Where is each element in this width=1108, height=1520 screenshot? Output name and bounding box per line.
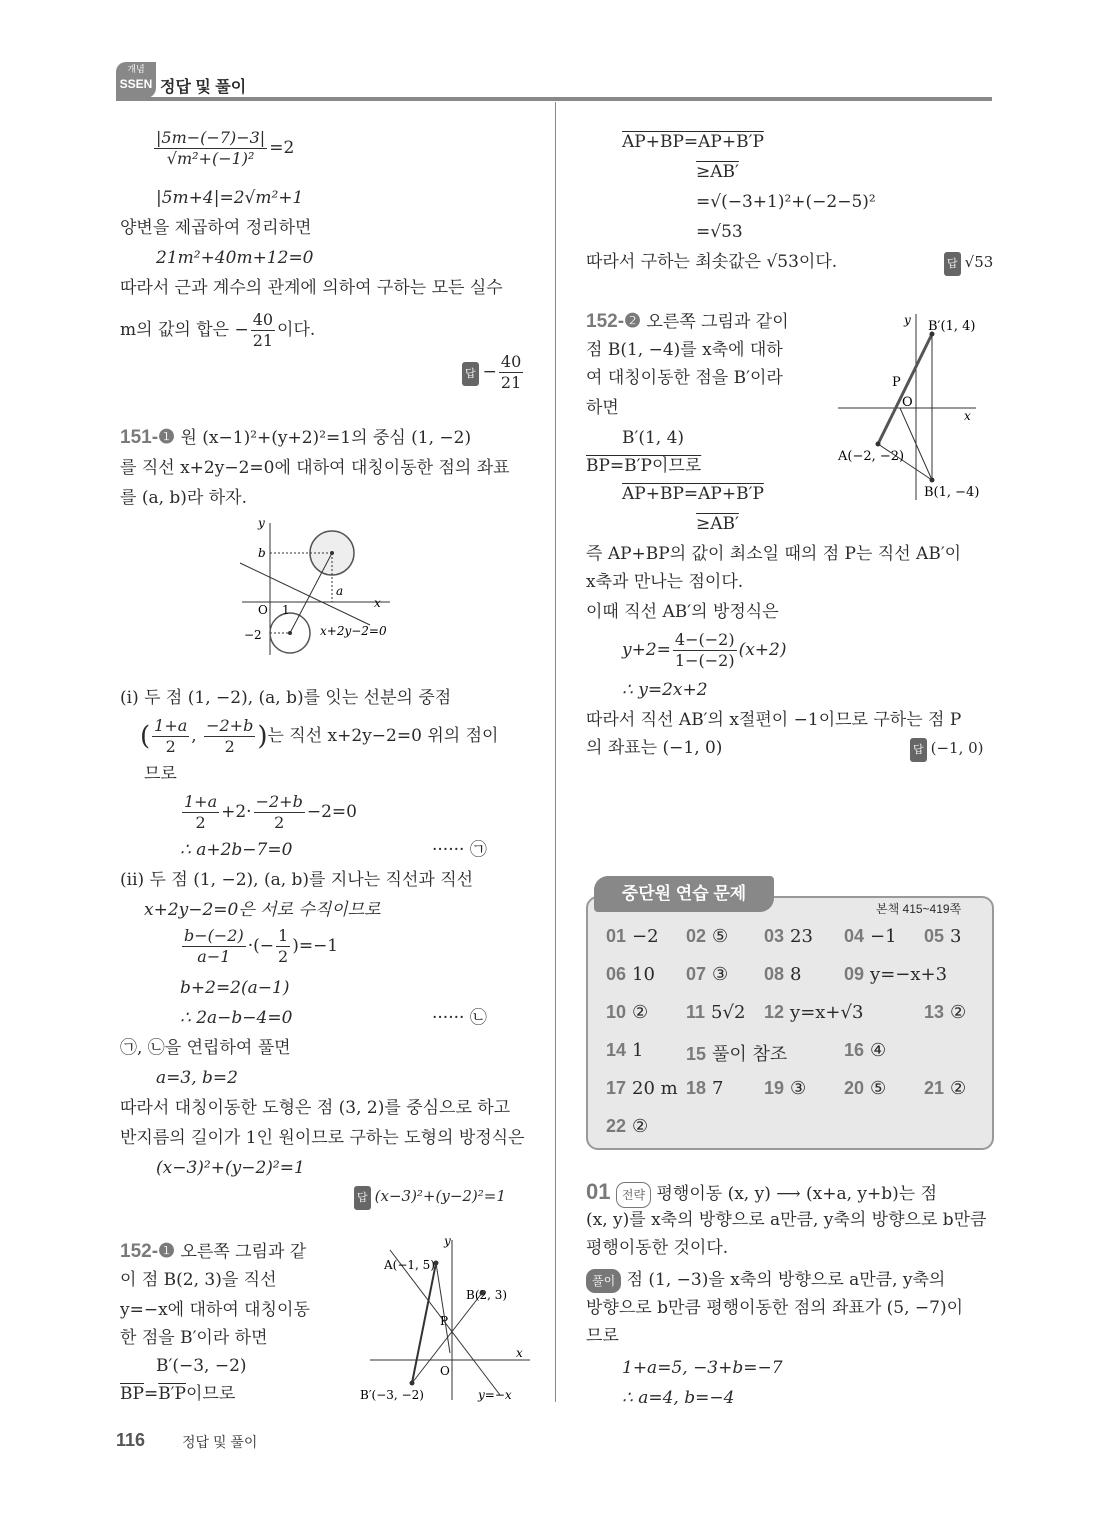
grid-answer-14: 14 1	[606, 1040, 644, 1061]
segment-ab	[412, 1263, 436, 1383]
fig3-x-label: x	[964, 409, 971, 423]
fig1-a-label: a	[336, 584, 344, 598]
p151-line3: 를 (a, b)라 하자.	[120, 488, 247, 508]
answer-2: 답 (x−3)²+(y−2)²=1	[354, 1184, 506, 1210]
point-b	[930, 478, 935, 483]
left-eq2: |5m+4|=2√m²+1	[156, 188, 304, 208]
point-center	[288, 631, 292, 635]
point-bp	[410, 1381, 415, 1386]
p152b-line2: 점 B(1, −4)를 x축에 대하	[586, 340, 783, 360]
step-i-5-mark: ······ ㉠	[432, 840, 487, 860]
q01-line3: 평행이동한 것이다.	[586, 1238, 729, 1258]
point-a	[876, 442, 881, 447]
answer-1: 답 − $\frac{40}{21}$	[462, 352, 525, 393]
grid-answer-10: 10 ②	[606, 1002, 649, 1023]
right-r2: ≥AB′	[696, 162, 739, 182]
grid-answer-19: 19 ③	[764, 1078, 807, 1099]
left-eq3: 21m²+40m+12=0	[156, 248, 314, 268]
problem-151-1: 151-❶ 원 (x−1)²+(y+2)²=1의 중심 (1, −2)	[120, 427, 472, 448]
answer-3: 답 √53	[944, 250, 993, 276]
figure-152-2	[836, 310, 996, 510]
step-ii-5-mark: ······ ㉡	[432, 1008, 487, 1028]
header-badge	[116, 62, 156, 98]
problem-152-2: 152-❷ 오른쪽 그림과 같이	[586, 311, 789, 332]
grid-answer-05: 05 3	[924, 926, 962, 947]
grid-answer-01: 01 −2	[606, 926, 659, 947]
p152b-line7: AP+BP=AP+B′P	[622, 484, 764, 504]
step-i-1: (i) 두 점 (1, −2), (a, b)를 잇는 선분의 중점	[120, 688, 452, 708]
conclusion-1: ㉠, ㉡을 연립하여 풀면	[120, 1038, 291, 1058]
right-r4: =√53	[696, 222, 743, 242]
step-i-3: 므로	[144, 764, 177, 784]
p152a-line5: B′(−3, −2)	[156, 1356, 247, 1376]
conclusion-2: a=3, b=2	[156, 1068, 238, 1088]
q01-line6: 므로	[586, 1326, 619, 1346]
grid-answer-21: 21 ②	[924, 1078, 967, 1099]
fig3-b-label: B(1, −4)	[924, 485, 980, 500]
figure-152-1	[360, 1235, 540, 1405]
segment	[290, 553, 332, 633]
p152b-line3: 여 대칭이동한 점을 B′이라	[586, 368, 783, 388]
fig1-x-label: x	[374, 596, 381, 610]
conclusion-5: (x−3)²+(y−2)²=1	[156, 1158, 305, 1178]
grid-answer-09: 09 y=−x+3	[844, 964, 948, 985]
p152b-line4: 하면	[586, 398, 619, 418]
fig2-o-label: O	[440, 1364, 450, 1378]
grid-answer-02: 02 ⑤	[686, 926, 729, 947]
conclusion-3: 따라서 대칭이동한 도형은 점 (3, 2)를 중심으로 하고	[120, 1098, 511, 1118]
problem-label: 152-❶	[120, 1241, 176, 1262]
figure-151	[230, 515, 430, 665]
left-text2: 따라서 근과 계수의 관계에 의하여 구하는 모든 실수	[120, 278, 503, 298]
p152a-line6: $\overline{BP}=B'P$이므로	[120, 1384, 236, 1404]
grid-answer-06: 06 10	[606, 964, 655, 985]
p152a-line2: 이 점 B(2, 3)을 직선	[120, 1270, 277, 1290]
footer-page-number: 116	[116, 1430, 146, 1450]
left-text1: 양변을 제곱하여 정리하면	[120, 218, 312, 238]
fig2-p-label: P	[440, 1314, 449, 1328]
q01-line1: 01 전략 평행이동 (x, y) ⟶ (x+a, y+b)는 점	[586, 1180, 937, 1208]
footer-label: 정답 및 풀이	[182, 1434, 258, 1450]
fig3-a-label: A(−2, −2)	[838, 449, 905, 464]
q01-line7: 1+a=5, −3+b=−7	[622, 1358, 783, 1378]
step-ii-1: (ii) 두 점 (1, −2), (a, b)를 지나는 직선과 직선	[120, 870, 474, 890]
fig2-a-label: A(−1, 5)	[384, 1258, 435, 1272]
step-i-2: ( $\frac{1+a}{2}$ , $\frac{-2+b}{2}$ )는 직선 x+2y−2=0 위의 점이	[140, 716, 499, 756]
badge-bottom: SSEN	[119, 77, 153, 91]
header-section-title: 정답 및 풀이	[160, 79, 247, 96]
conclusion-4: 반지름의 길이가 1인 원이므로 구하는 도형의 방정식은	[120, 1128, 525, 1148]
p152a-line3: y=−x에 대하여 대칭이동	[120, 1300, 310, 1320]
p152b-line13: ∴ y=2x+2	[622, 680, 708, 700]
step-i-4: $\frac{1+a}{2}$ +2· $\frac{-2+b}{2}$ −2=0	[184, 792, 357, 832]
grid-answer-07: 07 ③	[686, 964, 729, 985]
grid-answer-11: 11 5√2	[686, 1002, 746, 1023]
practice-box-title: 중단원 연습 문제	[594, 876, 774, 912]
segment-abp	[878, 334, 932, 444]
fig3-o-label: O	[902, 395, 913, 410]
fig2-b-label: B(2, 3)	[466, 1288, 508, 1302]
fig1-o-label: O	[258, 603, 268, 617]
q01-line8: ∴ a=4, b=−4	[622, 1388, 735, 1408]
problem-152-1: 152-❶ 오른쪽 그림과 같	[120, 1241, 307, 1262]
grid-answer-20: 20 ⑤	[844, 1078, 887, 1099]
p151-line2: 를 직선 x+2y−2=0에 대하여 대칭이동한 점의 좌표	[120, 458, 510, 478]
p152b-line6: BP=B′P이므로	[586, 456, 702, 476]
fig2-y-label: y	[444, 1235, 451, 1248]
step-ii-4: b+2=2(a−1)	[180, 978, 290, 998]
grid-answer-12: 12 y=x+√3	[764, 1002, 864, 1023]
badge-top: 개념	[127, 64, 145, 74]
fig3-bp-label: B′(1, 4)	[928, 319, 976, 334]
fig3-y-label: y	[904, 313, 911, 327]
left-eq1: $\frac{|5m-(-7)-3|}{\text{√m²+(−1)²}}$ =2	[156, 128, 295, 168]
fig2-bp-label: B′(−3, −2)	[360, 1388, 424, 1402]
p152b-line14: 따라서 직선 AB′의 x절편이 −1이므로 구하는 점 P	[586, 710, 962, 730]
p152b-line9: 즉 AP+BP의 값이 최소일 때의 점 P는 직선 AB′이	[586, 544, 962, 564]
p152b-line11: 이때 직선 AB′의 방정식은	[586, 602, 779, 622]
left-text3: m의 값의 합은 − $\frac{40}{21}$ 이다.	[120, 310, 316, 350]
q01-line2: (x, y)를 x축의 방향으로 a만큼, y축의 방향으로 b만큼	[586, 1210, 987, 1230]
fig3-p-label: P	[892, 375, 901, 390]
step-ii-3: $\frac{b-(-2)}{a-1}$ ·(− $\frac{1}{2}$ )=−1	[184, 926, 339, 966]
problem-label: 151-❶	[120, 427, 176, 448]
fig2-line-label: y=−x	[478, 1388, 512, 1402]
practice-box-ref: 본책 415~419쪽	[876, 902, 962, 916]
fig2-x-label: x	[516, 1346, 523, 1360]
header-rule	[116, 97, 992, 101]
q01-line4: 풀이 점 (1, −3)을 x축의 방향으로 a만큼, y축의	[586, 1268, 945, 1293]
q01-line5: 방향으로 b만큼 평행이동한 점의 좌표가 (5, −7)이	[586, 1298, 964, 1318]
fig1-y-label: y	[258, 516, 265, 530]
right-r5: 따라서 구하는 최솟값은 √53이다.	[586, 252, 838, 272]
answer-4: 답 (−1, 0)	[910, 736, 984, 762]
step-ii-5: ∴ 2a−b−4=0	[180, 1008, 293, 1028]
p152b-line12: y+2= $\frac{4-(-2)}{1-(-2)}$ (x+2)	[622, 630, 787, 670]
grid-answer-15: 15 풀이 참조	[686, 1044, 788, 1065]
step-ii-2: x+2y−2=0은 서로 수직이므로	[144, 900, 381, 920]
step-i-5: ∴ a+2b−7=0	[180, 840, 293, 860]
fig1-one-label: 1	[282, 603, 290, 617]
p152b-line5: B′(1, 4)	[622, 428, 685, 448]
grid-answer-13: 13 ②	[924, 1002, 967, 1023]
segment-ap	[436, 1263, 450, 1353]
grid-answer-22: 22 ②	[606, 1116, 649, 1137]
grid-answer-18: 18 7	[686, 1078, 724, 1099]
grid-answer-17: 17 20 m	[606, 1078, 678, 1099]
grid-answer-04: 04 −1	[844, 926, 897, 947]
p152b-line8: ≥AB′	[696, 514, 739, 534]
p152a-line4: 한 점을 B′이라 하면	[120, 1328, 268, 1348]
p152b-line10: x축과 만나는 점이다.	[586, 572, 744, 592]
column-divider	[555, 102, 556, 1402]
fig1-m2-label: −2	[244, 628, 262, 642]
point-center-image	[330, 551, 334, 555]
p152b-line15: 의 좌표는 (−1, 0)	[586, 738, 723, 758]
grid-answer-16: 16 ④	[844, 1040, 887, 1061]
right-r3: =√(−3+1)²+(−2−5)²	[696, 192, 876, 212]
fig1-b-label: b	[258, 546, 266, 560]
problem-label: 152-❷	[586, 311, 642, 332]
right-r1: AP+BP=AP+B′P	[622, 132, 764, 152]
grid-answer-08: 08 8	[764, 964, 802, 985]
fig1-line-label: x+2y−2=0	[320, 624, 387, 638]
grid-answer-03: 03 23	[764, 926, 813, 947]
